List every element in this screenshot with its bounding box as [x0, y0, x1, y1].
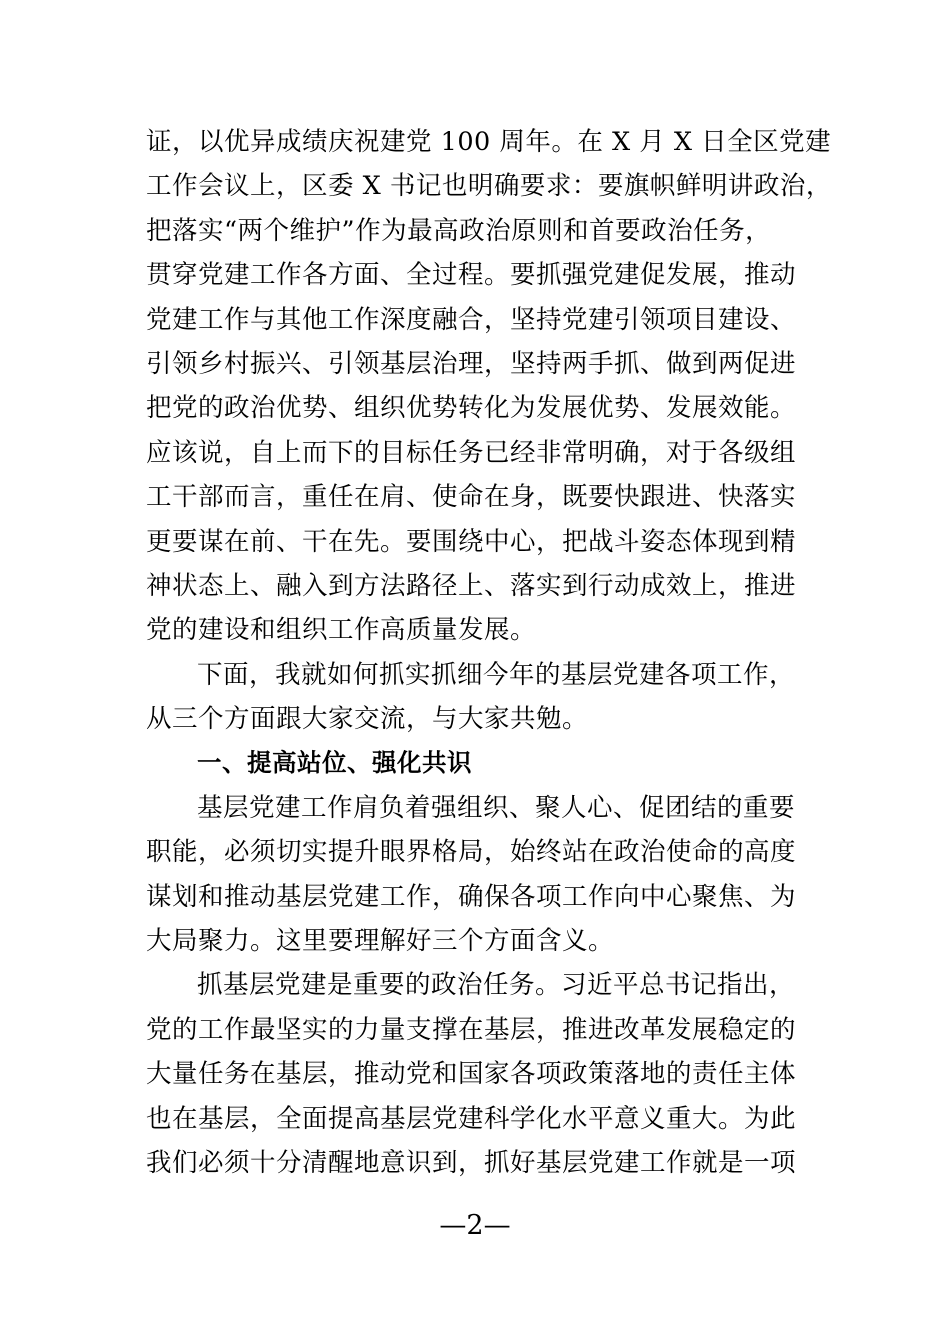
- text-line: 党的建设和组织工作高质量发展。: [146, 615, 537, 646]
- text-line: 基层党建工作肩负着强组织、聚人心、促团结的重要: [197, 792, 796, 823]
- text-line: 引领乡村振兴、引领基层治理，坚持两手抓、做到两促进: [146, 348, 797, 379]
- text-line: 贯穿党建工作各方面、全过程。要抓强党建促发展，推动: [146, 260, 797, 291]
- text-line: 工作会议上，区委 X 书记也明确要求：要旗帜鲜明讲政治，: [146, 171, 832, 202]
- text-line: 证，以优异成绩庆祝建党 100 周年。在 X 月 X 日全区党建: [146, 127, 832, 157]
- paragraph: [146, 120, 836, 653]
- text-line: 工干部而言，重任在肩、使命在身，既要快跟进、快落实: [146, 482, 797, 513]
- text-line: 党建工作与其他工作深度融合，坚持党建引领项目建设、: [146, 304, 797, 335]
- text-line: 把党的政治优势、组织优势转化为发展优势、发展效能。: [146, 393, 797, 424]
- text-line: 从三个方面跟大家交流，与大家共勉。: [146, 704, 589, 735]
- text-line: 也在基层，全面提高基层党建科学化水平意义重大。为此: [146, 1103, 797, 1134]
- text-line: 大局聚力。这里要理解好三个方面含义。: [146, 926, 615, 957]
- text-line: 职能，必须切实提升眼界格局，始终站在政治使命的高度: [146, 837, 797, 868]
- text-line: 更要谋在前、干在先。要围绕中心，把战斗姿态体现到精: [146, 526, 797, 557]
- text-line: 抓基层党建是重要的政治任务。习近平总书记指出，: [197, 970, 796, 1001]
- text-line: 下面，我就如何抓实抓细今年的基层党建各项工作，: [197, 659, 796, 690]
- text-line: 一、提高站位、强化共识: [197, 748, 472, 778]
- text-line: 神状态上、融入到方法路径上、落实到行动成效上，推进: [146, 570, 797, 601]
- document-body: [146, 120, 836, 1185]
- section-heading: [146, 741, 836, 785]
- text-line: 把落实“两个维护”作为最高政治原则和首要政治任务，: [146, 215, 772, 246]
- paragraph: [146, 653, 836, 742]
- paragraph: [146, 963, 836, 1185]
- text-line: 党的工作最坚实的力量支撑在基层，推进改革发展稳定的: [146, 1014, 797, 1045]
- text-line: 应该说，自上而下的目标任务已经非常明确，对于各级组: [146, 437, 797, 468]
- paragraph: [146, 786, 836, 964]
- text-line: 我们必须十分清醒地意识到，抓好基层党建工作就是一项: [146, 1147, 797, 1178]
- text-line: 大量任务在基层，推动党和国家各项政策落地的责任主体: [146, 1059, 797, 1090]
- page-number: —2—: [439, 1210, 511, 1241]
- text-line: 谋划和推动基层党建工作，确保各项工作向中心聚焦、为: [146, 881, 797, 912]
